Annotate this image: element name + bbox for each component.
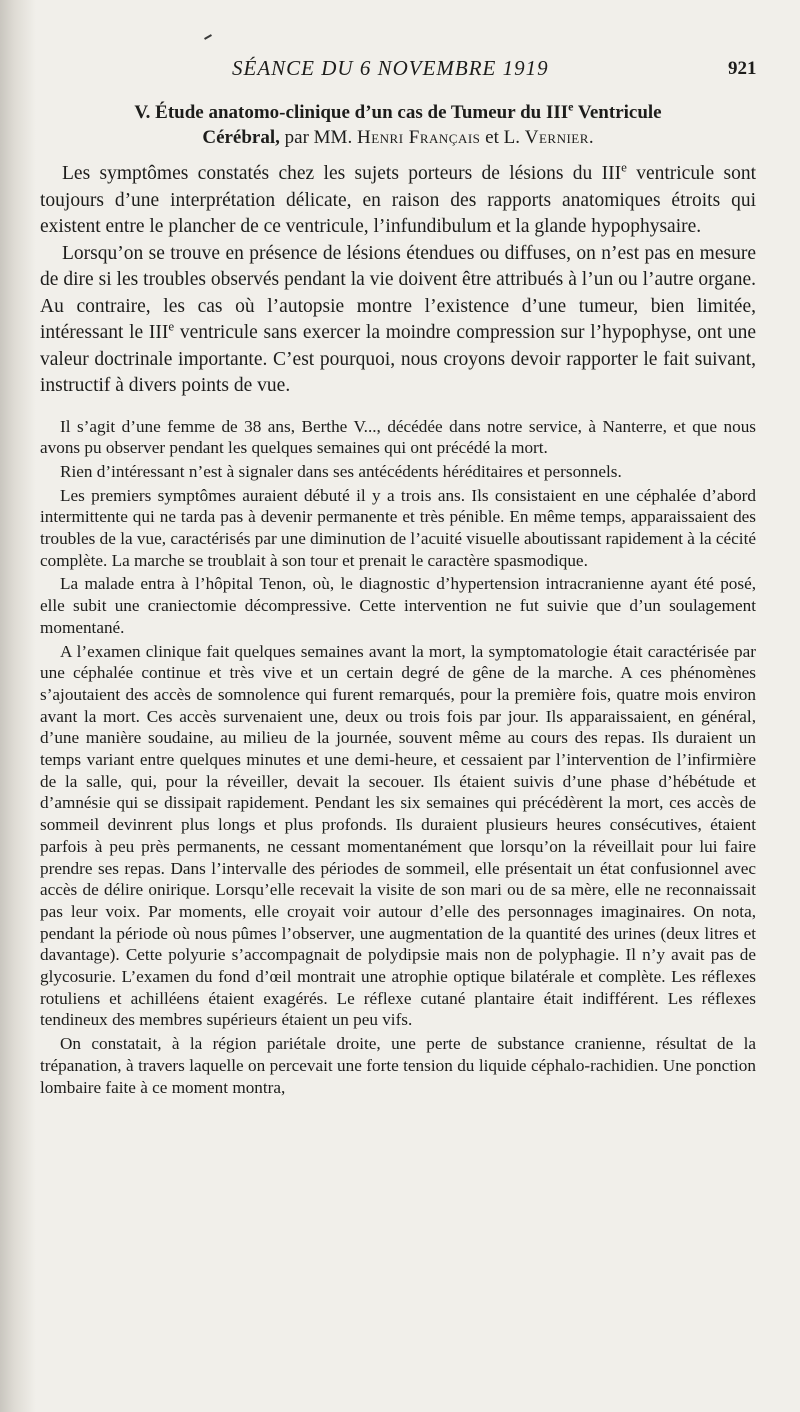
- intro-p1-a: Les symptômes constatés chez les sujets porteurs de lésions du III: [62, 163, 622, 184]
- intro-p2-a: Lorsqu’on se trouve en présence de lésions étendues ou diffuses, on n’est pas en mesure de dire si les troubles observés pendant la vie doivent être attribués à l’un ou l’autre organe. Au contraire, les cas où l’autopsie montre l’existence d’une tumeur, bien limitée, intéressant le III: [40, 242, 756, 343]
- case-paragraph-2: Rien d’intéressant n’est à signaler dans ses antécédents héréditaires et personnels.: [60, 461, 622, 481]
- author-1: Henri Français: [356, 127, 481, 148]
- author-2: Vernier: [524, 127, 589, 148]
- page-number: 921: [728, 58, 757, 79]
- title-line-1: [40, 100, 756, 125]
- intro-paragraph-2: [40, 241, 756, 400]
- authors-par: par MM.: [279, 127, 357, 148]
- running-title: SÉANCE DU 6 NOVEMBRE 1919: [232, 56, 549, 80]
- intro-text: [40, 161, 756, 400]
- intro-p1-b: ventricule sont toujours d’une interprétation délicate, en raison des rapports anatomiques étroits qui existent entre le plancher de ce ventricule, l’infundibulum et la glande hypophysaire.: [40, 163, 756, 237]
- intro-p2-b: ventricule sans exercer la moindre compression sur l’hypophyse, ont une valeur doctrinale importante. C’est pourquoi, nous croyons devoir rapporter le fait suivant, instructif à divers points de vue.: [40, 322, 756, 396]
- title-prefix: V.: [134, 102, 156, 123]
- intro-paragraph-1: [40, 161, 756, 241]
- article-title: [40, 100, 756, 150]
- case-paragraph-6: On constatait, à la région pariétale droite, une perte de substance cranienne, résultat de la trépanation, à travers laquelle on percevait une forte tension du liquide céphalo-rachidien. Une ponction lombaire faite à ce moment montra,: [40, 1034, 756, 1097]
- intro-p1-sup: e: [621, 159, 627, 175]
- authors-end: .: [588, 127, 594, 148]
- article: [40, 100, 756, 1098]
- title-line-2: [40, 125, 756, 150]
- case-paragraph-3: Les premiers symptômes auraient débuté il y a trois ans. Ils consistaient en une céphalée d’abord intermittente qui ne tarda pas à devenir permanente et très pénible. En même temps, apparaissaient des troubles de la vue, caractérisés par une diminution de l’acuité visuelle aboutissant rapidement à la cécité complète. La marche se troublait à son tour et prenait le caractère spasmodique.: [40, 485, 756, 570]
- pencil-mark: [204, 34, 212, 40]
- title-superscript: e: [568, 99, 574, 114]
- case-paragraph-4: La malade entra à l’hôpital Tenon, où, le diagnostic d’hypertension intracranienne ayant été posé, elle subit une craniectomie décompressive. Cette intervention ne fut suivie que d’un soulagement momentané.: [40, 574, 756, 637]
- page-edge-shadow: [0, 0, 36, 1412]
- title-main-3: Cérébral,: [202, 127, 280, 148]
- intro-p2-sup: e: [168, 318, 175, 334]
- case-paragraph-5: A l’examen clinique fait quelques semaines avant la mort, la symptomatologie était caractérisée par une céphalée continue et très vive et un certain degré de gêne de la marche. A ces phénomènes s’ajoutaient des accès de somnolence qui furent remarqués, pour la première fois, quatre mois environ avant la mort. Ces accès survenaient une, deux ou trois fois par jour. Ils apparaissaient, en général, d’une manière soudaine, au milieu de la journée, souvent même au cours des repas. Ils duraient un temps variant entre quelques minutes et une demi-heure, et cessaient par l’intervention de l’infirmière de la salle, qui, pour la réveiller, devait la secouer. Ils étaient suivis d’une phase d’hébétude et d’amnésie qui se dissipait rapidement. Pendant les six semaines qui précédèrent la mort, ces accès de sommeil devinrent plus longs et plus profonds. Ils duraient plusieurs heures consécutives, étaient parfois à peu près permanents, ne cessant momentanément que lorsqu’on la réveillait pour lui faire prendre ses repas. Dans l’intervalle des périodes de sommeil, elle présentait un état confusionnel avec accès de délire onirique. Lorsqu’elle recevait la visite de son mari ou de sa mère, elle ne reconnaissait pas leur voix. Par moments, elle croyait voir autour d’elle des personnages imaginaires. On nota, pendant la période où nous pûmes l’observer, une augmentation de la quantité des urines (deux litres et davantage). Cette polyurie s’accompagnait de polydipsie mais non de polyphagie. Il n’y avait pas de glycosurie. L’examen du fond d’œil montrait une atrophie optique bilatérale et complète. Les réflexes rotuliens et achilléens étaient exagérés. Le réflexe cutané plantaire était indifférent. Les réflexes tendineux des membres supérieurs étaient un peu vifs.: [40, 641, 756, 1030]
- title-main-2: Ventricule: [573, 102, 662, 123]
- title-main-1: Étude anatomo-clinique d’un cas de Tumeur du III: [155, 102, 569, 123]
- running-head: [0, 52, 800, 84]
- case-paragraph-1: Il s’agit d’une femme de 38 ans, Berthe V..., décédée dans notre service, à Nanterre, et que nous avons pu observer pendant les quelques semaines qui ont précédé la mort.: [40, 416, 756, 458]
- case-report: [40, 416, 756, 1099]
- authors-et: et L.: [480, 127, 525, 148]
